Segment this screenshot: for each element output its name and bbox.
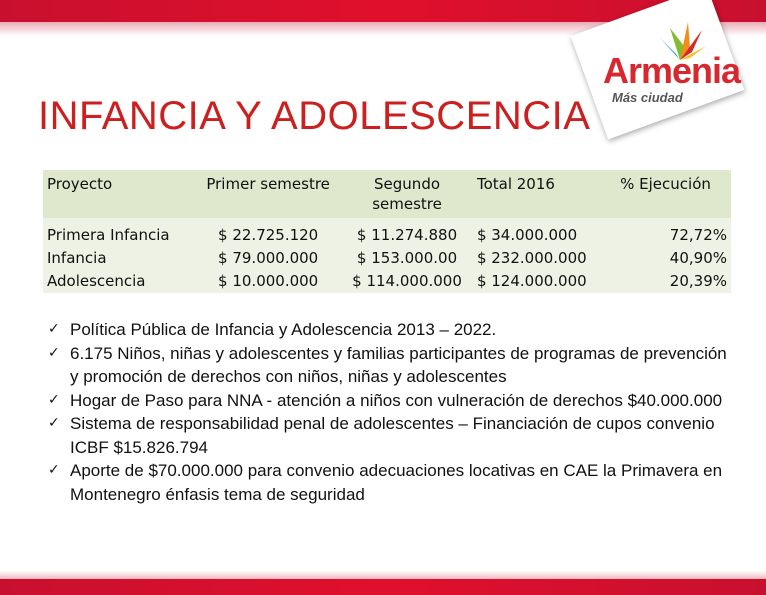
table-cell: $ 232.000.000: [473, 247, 600, 270]
column-header-ejecucion: % Ejecución: [600, 170, 731, 218]
table-cell: $ 34.000.000: [473, 218, 600, 247]
list-item-text: 6.175 Niños, niñas y adolescentes y familias participantes de programas de prevención y promoción de derechos con niños, niñas y adolescentes: [70, 343, 727, 386]
table-cell: 72,72%: [600, 218, 731, 247]
list-item: [48, 412, 738, 459]
budget-table: [43, 170, 731, 293]
table-row: [43, 270, 731, 293]
page-title: INFANCIA Y ADOLESCENCIA: [38, 94, 591, 138]
logo-name: Armenia: [603, 50, 741, 91]
checkmark-icon: ✓: [48, 321, 60, 337]
table-cell: 40,90%: [600, 247, 731, 270]
bullet-list: [48, 318, 738, 506]
table-cell: $ 79.000.000: [195, 247, 341, 270]
table-cell: Infancia: [43, 247, 195, 270]
checkmark-icon: ✓: [48, 415, 60, 431]
list-item-text: Aporte de $70.000.000 para convenio adecuaciones locativas en CAE la Primavera en Montenegro énfasis tema de seguridad: [70, 461, 723, 504]
list-item: [48, 389, 738, 413]
checkmark-icon: ✓: [48, 391, 60, 408]
logo-tagline: Más ciudad: [612, 90, 683, 105]
table-cell: $ 11.274.880: [341, 218, 473, 247]
bottom-banner-shadow: [0, 571, 766, 579]
column-header-total-2016: Total 2016: [473, 170, 600, 218]
table-cell: Primera Infancia: [43, 218, 195, 247]
table-cell: $ 153.000.00: [341, 247, 473, 270]
checkmark-icon: ✓: [48, 462, 60, 478]
column-header-proyecto: Proyecto: [43, 170, 195, 218]
list-item: [48, 459, 738, 506]
table-row: [43, 247, 731, 270]
table-cell: 20,39%: [600, 270, 731, 293]
column-header-segundo-semestre: Segundo semestre: [341, 170, 473, 218]
list-item: [48, 318, 738, 342]
column-header-primer-semestre: Primer semestre: [195, 170, 341, 218]
table-cell: $ 124.000.000: [473, 270, 600, 293]
checkmark-icon: ✓: [48, 344, 60, 361]
list-item-text: Hogar de Paso para NNA - atención a niños con vulneración de derechos $40.000.000: [70, 390, 723, 410]
list-item: [48, 342, 738, 389]
bottom-banner-bar: [0, 579, 766, 595]
table-cell: $ 114.000.000: [341, 270, 473, 293]
list-item-text: Política Pública de Infancia y Adolescencia 2013 – 2022.: [70, 320, 497, 339]
table-cell: $ 22.725.120: [195, 218, 341, 247]
table-cell: Adolescencia: [43, 270, 195, 293]
list-item-text: Sistema de responsabilidad penal de adolescentes – Financiación de cupos convenio ICBF $15.826.794: [70, 414, 715, 457]
table-row: [43, 218, 731, 247]
table-cell: $ 10.000.000: [195, 270, 341, 293]
table-header-row: [43, 170, 731, 218]
